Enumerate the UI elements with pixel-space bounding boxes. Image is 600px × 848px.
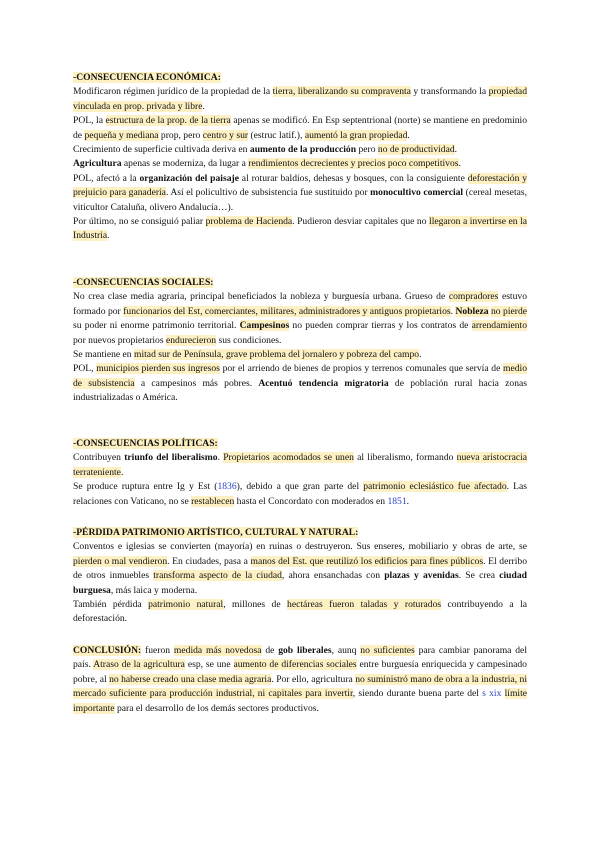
paragraph: Conventos e iglesias se convierten (mayoría) en ruinas o destruyeron. Sus enseres, mobiliario y obras de arte, se pierden o mal vendieron. En ciudades, pasa a manos del Est. que reutilizó los edificios para fines públicos. El derribo de otros inmuebles transforma aspecto de la ciudad, ahora ensanchadas con plazas y avenidas. Se crea ciudad burguesa, más laica y moderna.: [73, 541, 527, 596]
paragraph: POL, la estructura de la prop. de la tierra apenas se modificó. En Esp septentrional (norte) se mantiene en predominio de pequeña y mediana prop, pero centro y sur (estruc latif.), aumentó la gran propiedad.: [73, 115, 527, 141]
paragraph: Por último, no se consiguió paliar problema de Hacienda. Pudieron desviar capitales que no llegaron a invertirse en la Industria.: [73, 216, 527, 242]
paragraph: POL, afectó a la organización del paisaje al roturar baldíos, dehesas y bosques, con la consiguiente deforestación y prejuicio para ganadería. Así el policultivo de subsistencia fue sustituido por monocultivo comercial (cereal mesetas, viticultor Cataluña, olivero Andalucía…).: [73, 172, 528, 213]
conclusion-label: CONCLUSIÓN:: [73, 645, 142, 656]
paragraph: Se mantiene en mitad sur de Península, grave problema del jornalero y pobreza del campo.: [73, 349, 422, 361]
paragraph: Crecimiento de superficie cultivada deriva en aumento de la producción pero no de productividad.: [73, 144, 458, 156]
heading-heritage: -PÉRDIDA PATRIMONIO ARTÍSTICO, CULTURAL Y NATURAL:: [73, 527, 359, 538]
paragraph: POL, municipios pierden sus ingresos por el arriendo de bienes de propios y terrenos comunales que servía de medio de subsistencia a campesinos más pobres. Acentuó tendencia migratoria de población rural hacia zonas industrializadas o América.: [73, 363, 527, 404]
section-heritage: [73, 526, 527, 627]
section-social: [73, 276, 527, 406]
paragraph: Agricultura apenas se moderniza, da lugar a rendimientos decrecientes y precios poco competitivos.: [73, 158, 461, 170]
paragraph: También pérdida patrimonio natural, millones de hectáreas fueron taladas y roturados contribuyendo a la deforestación.: [73, 599, 528, 625]
section-economic: [73, 71, 527, 244]
section-political: [73, 437, 527, 509]
paragraph: No crea clase media agraria, principal beneficiados la nobleza y burguesía urbana. Grueso de compradores estuvo formado por funcionarios del Est, comerciantes, militares, administradores y antiguos propietarios. Nobleza no pierde su poder ni enorme patrimonio territorial. Campesinos no pueden comprar tierras y los contratos de arrendamiento por nuevos propietarios endurecieron sus condiciones.: [73, 291, 528, 346]
heading-social: -CONSECUENCIAS SOCIALES:: [73, 277, 214, 288]
paragraph: Se produce ruptura entre Ig y Est (1836), debido a que gran parte del patrimonio eclesiástico fue afectado. Las relaciones con Vaticano, no se restablecen hasta el Concordato con moderados en 1851.: [73, 481, 528, 507]
paragraph: Contribuyen triunfo del liberalismo. Propietarios acomodados se unen al liberalismo, formando nueva aristocracia terrateniente.: [73, 452, 528, 478]
paragraph: Modificaron régimen jurídico de la propiedad de la tierra, liberalizando su compraventa y transformando la propiedad vinculada en prop. privada y libre.: [73, 86, 527, 112]
heading-political: -CONSECUENCIAS POLÍTICAS:: [73, 438, 218, 449]
paragraph: CONCLUSIÓN: fueron medida más novedosa de gob liberales, aunq no suficientes para cambiar panorama del país. Atraso de la agricultura esp, se une aumento de diferencias sociales entre burguesía enriquecida y campesinado pobre, al no haberse creado una clase media agraria. Por ello, agricultura no suministró mano de obra a la industria, ni mercado suficiente para producción industrial, ni capitales para invertir, siendo durante buena parte del s xix límite importante para el desarrollo de los demás sectores productivos.: [73, 645, 528, 714]
section-conclusion: [73, 644, 527, 716]
heading-economic: -CONSECUENCIA ECONÓMICA:: [73, 72, 221, 83]
